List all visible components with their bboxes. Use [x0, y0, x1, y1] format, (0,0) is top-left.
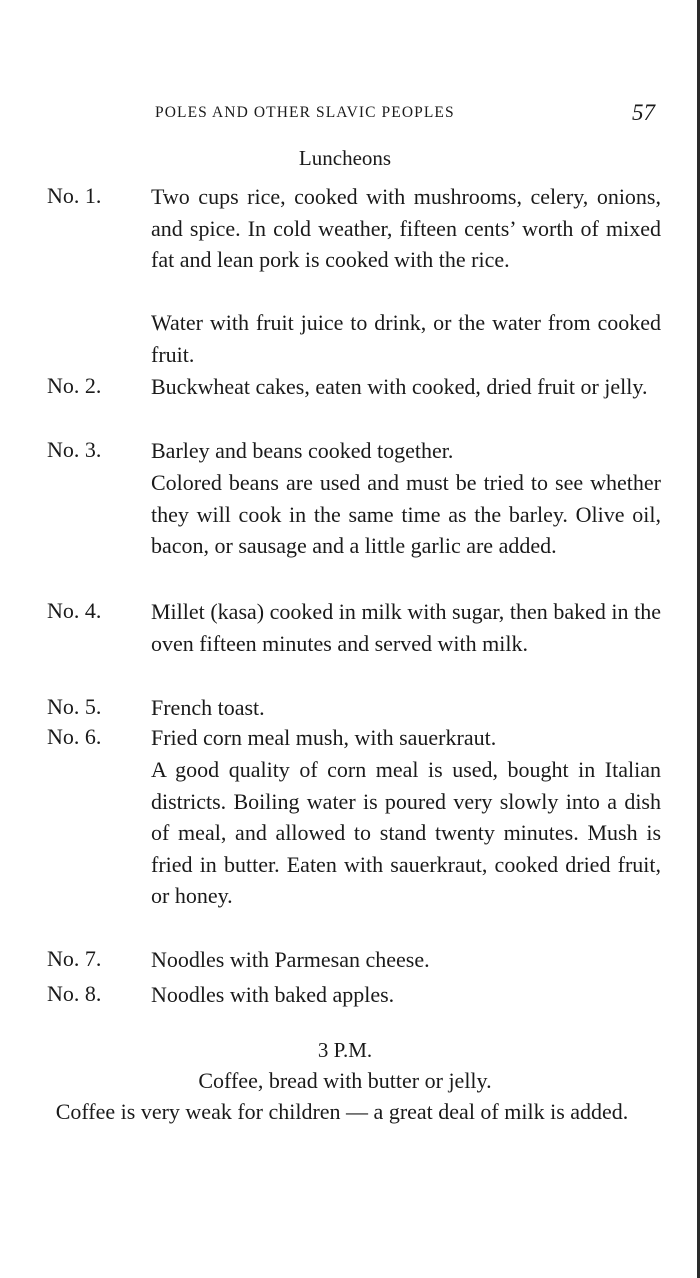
item-6-paragraph-2: A good quality of corn meal is used, bought in Italian districts. Boiling water is poured very slowly into a dish of meal, and allowed to stand twenty minutes. Mush is fried in butter. Eaten with sauerkraut, cooked dried fruit, or honey.	[151, 757, 661, 908]
afternoon-line: Coffee, bread with butter or jelly.	[198, 1068, 492, 1093]
item-3-paragraph-1: Barley and beans cooked together.	[151, 438, 454, 463]
afternoon-heading: 3 P.M.	[317, 1038, 373, 1062]
item-2-label: No. 2.	[47, 373, 102, 398]
item-3-label: No. 3.	[47, 437, 102, 462]
page-number: 57	[632, 100, 655, 125]
item-2-paragraph-1: Buckwheat cakes, eaten with cooked, dried fruit or jelly.	[151, 374, 648, 399]
item-8-label: No. 8.	[47, 981, 102, 1006]
luncheons-heading: Luncheons	[298, 146, 392, 170]
item-8-paragraph-1: Noodles with baked apples.	[151, 982, 395, 1007]
item-1-paragraph-1: Two cups rice, cooked with mushrooms, celery, onions, and spice. In cold weather, fifteen cents’ worth of mixed fat and lean pork is cooked with the rice.	[151, 184, 661, 272]
item-5-label: No. 5.	[47, 694, 102, 719]
item-6-paragraph-1: Fried corn meal mush, with sauerkraut.	[151, 725, 497, 750]
item-3-paragraph-2: Colored beans are used and must be tried to see whether they will cook in the same time as the barley. Olive oil, bacon, or sausage and a little garlic are added.	[151, 470, 661, 558]
item-6-label: No. 6.	[47, 724, 102, 749]
item-7-label: No. 7.	[47, 946, 102, 971]
item-7-paragraph-1: Noodles with Parmesan cheese.	[151, 947, 430, 972]
item-4-label: No. 4.	[47, 598, 102, 623]
afternoon-note: Coffee is very weak for children — a great deal of milk is added.	[55, 1099, 629, 1124]
item-5-paragraph-1: French toast.	[151, 695, 265, 720]
item-1-label: No. 1.	[47, 183, 102, 208]
running-title: POLES AND OTHER SLAVIC PEOPLES	[155, 104, 455, 121]
item-1-paragraph-2: Water with fruit juice to drink, or the water from cooked fruit.	[151, 310, 661, 367]
item-4-paragraph-1: Millet (kasa) cooked in milk with sugar, then baked in the oven fifteen minutes and served with milk.	[151, 599, 661, 656]
